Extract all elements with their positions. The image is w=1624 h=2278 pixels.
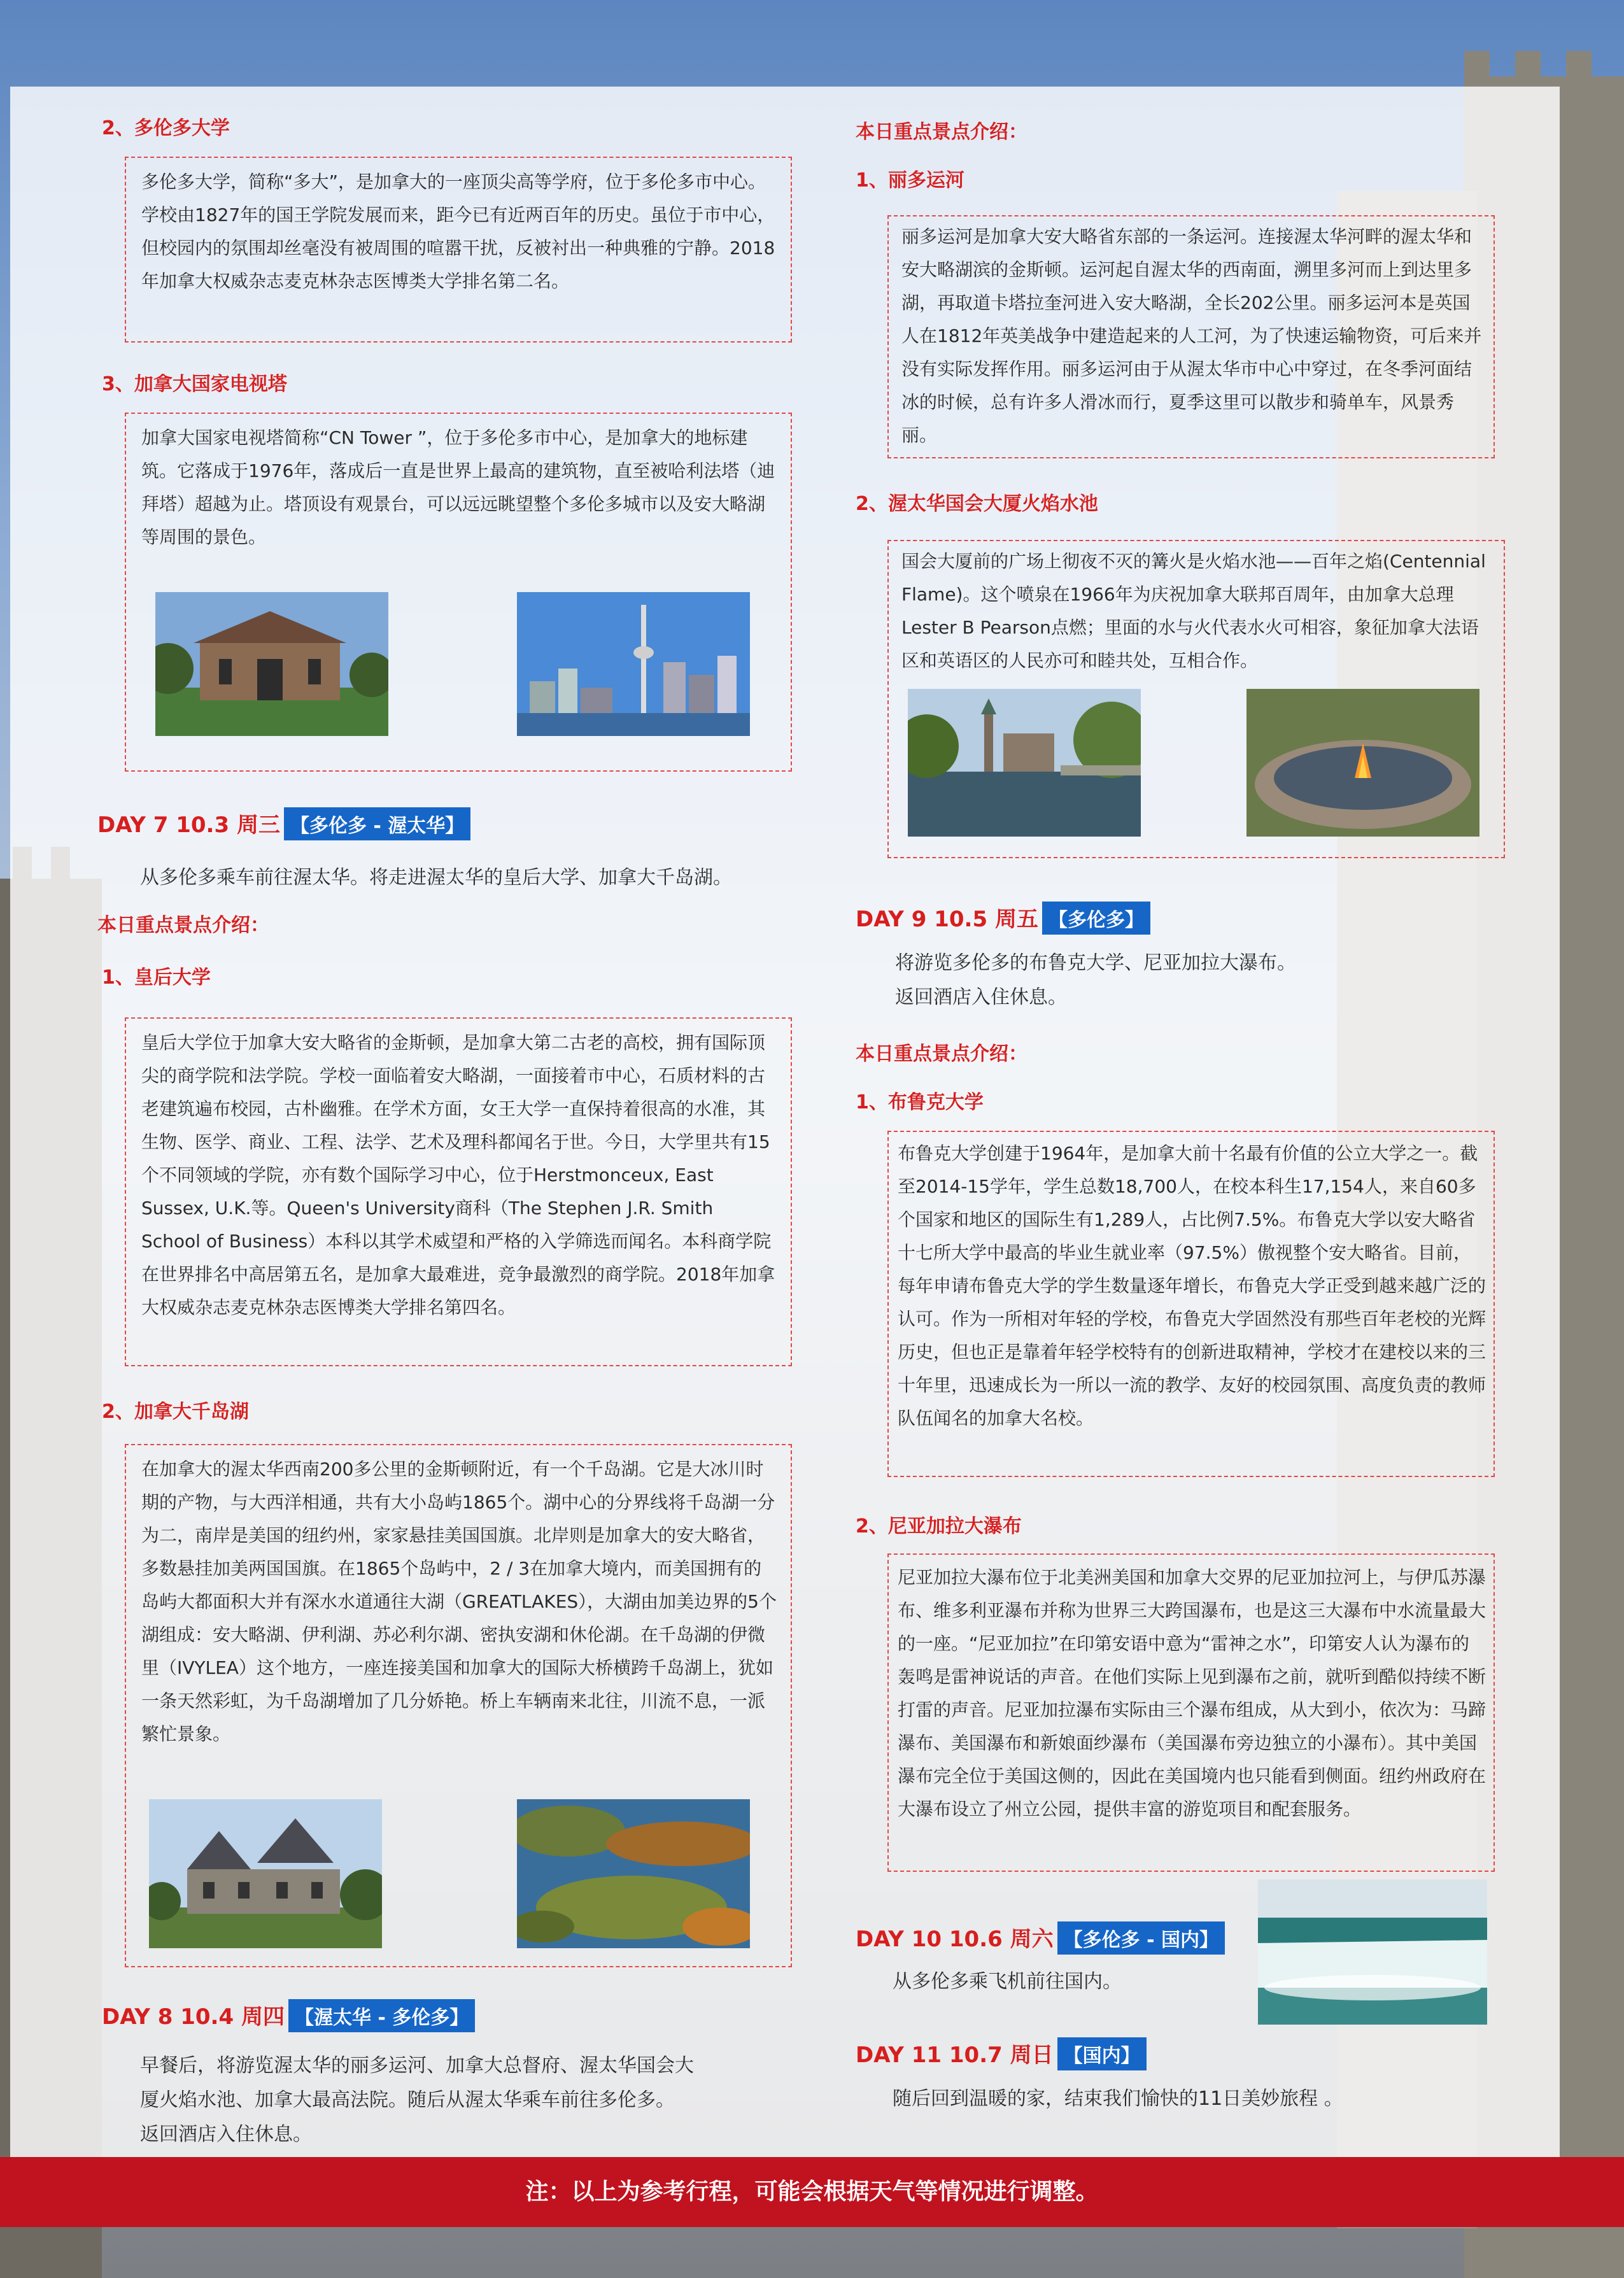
day9-header [856, 902, 1150, 935]
section-title-cn-tower: 3、加拿大国家电视塔 [102, 373, 287, 395]
photo-thousand-islands-castle [149, 1799, 382, 1948]
info-box-centennial-flame [887, 540, 1505, 858]
photo-cn-tower-skyline [517, 592, 750, 736]
info-box-cn-tower [125, 413, 792, 772]
day7-route-tag: 【多伦多 - 渥太华】 [284, 807, 470, 840]
day8-route-tag: 【渥太华 - 多伦多】 [288, 1999, 475, 2032]
day10-route-tag: 【多伦多 - 国内】 [1057, 1921, 1225, 1955]
info-box-toronto-university [125, 157, 792, 343]
day8-label: DAY 8 10.4 周四 [102, 2004, 285, 2030]
photo-rideau-canal [908, 689, 1141, 837]
info-box-rideau-canal [887, 215, 1495, 458]
info-box-brock-university [887, 1131, 1495, 1477]
info-text-queens-university: 皇后大学位于加拿大安大略省的金斯顿，是加拿大第二古老的高校，拥有国际顶尖的商学院和法学院。学校一面临着安大略湖，一面接着市中心，石质材料的古老建筑遍布校园，古朴幽雅。在学术方面，女王大学一直保持着很高的水准，其生物、医学、商业、工程、法学、艺术及理科都闻名于世。今日，大学里共有15个不同领域的学院，亦有数个国际学习中心，位于Herstmonceux, East Sussex, U.K.等。Queen's University商科（The Stephen J.R. Smith School of Business）本科以其学术威望和严格的入学筛选而闻名。本科商学院在世界排名中高居第五名，是加拿大最难进，竞争最激烈的商学院。2018年加拿大权威杂志麦克林杂志医博类大学排名第四名。 [141, 1032, 775, 1318]
section-title-centennial-flame: 2、渥太华国会大厦火焰水池 [856, 493, 1098, 515]
day11-header [856, 2037, 1147, 2070]
info-text-centennial-flame: 国会大厦前的广场上彻夜不灭的篝火是火焰水池——百年之焰(Centennial Flame)。这个喷泉在1966年为庆祝加拿大联邦百周年，由加拿大总理Lester B Pearson点燃；里面的水与火代表水火可相容，象征加拿大法语区和英语区的人民亦可和睦共处，互相合作。 [901, 551, 1486, 671]
footer-notice: 注：以上为参考行程，可能会根据天气等情况进行调整。 [0, 2157, 1624, 2227]
day11-route-tag: 【国内】 [1057, 2037, 1147, 2070]
day9-line-2: 返回酒店入住休息。 [895, 986, 1067, 1008]
day7-label: DAY 7 10.3 周三 [97, 812, 280, 838]
info-text-thousand-islands: 在加拿大的渥太华西南200多公里的金斯顿附近，有一个千岛湖。它是大冰川时期的产物，与大西洋相通，共有大小岛屿1865个。湖中心的分界线将千岛湖一分为二，南岸是美国的纽约州，家家悬挂美国国旗。北岸则是加拿大的安大略省，多数悬挂加美两国国旗。在1865个岛屿中，2 / 3在加拿大境内，而美国拥有的岛屿大都面积大并有深水水道通往大湖（GREATLAKES），大湖由加美边界的5个湖组成：安大略湖、伊利湖、苏必利尔湖、密执安湖和休伦湖。在千岛湖的伊微里（IVYLEA）这个地方，一座连接美国和加拿大的国际大桥横跨千岛湖上，犹如一条天然彩虹，为千岛湖增加了几分娇艳。桥上车辆南来北往，川流不息，一派繁忙景象。 [141, 1459, 777, 1744]
day8-line-1: 早餐后，将游览渥太华的丽多运河、加拿大总督府、渥太华国会大 [140, 2055, 694, 2077]
section-title-rideau-canal: 1、丽多运河 [856, 169, 964, 192]
section-title-brock-university: 1、布鲁克大学 [856, 1091, 984, 1114]
info-text-niagara-falls: 尼亚加拉大瀑布位于北美洲美国和加拿大交界的尼亚加拉河上，与伊瓜苏瀑布、维多利亚瀑布并称为世界三大跨国瀑布，也是这三大瀑布中水流量最大的一座。“尼亚加拉”在印第安语中意为“雷神之水”，印第安人认为瀑布的轰鸣是雷神说话的声音。在他们实际上见到瀑布之前，就听到酷似持续不断打雷的声音。尼亚加拉瀑布实际由三个瀑布组成，从大到小，依次为：马蹄瀑布、美国瀑布和新娘面纱瀑布（美国瀑布旁边独立的小瀑布）。其中美国瀑布完全位于美国这侧的，因此在美国境内也只能看到侧面。纽约州政府在大瀑布设立了州立公园，提供丰富的游览项目和配套服务。 [898, 1567, 1486, 1820]
right-intro-heading: 本日重点景点介绍： [856, 121, 1027, 143]
info-text-cn-tower: 加拿大国家电视塔简称“CN Tower ”，位于多伦多市中心，是加拿大的地标建筑。它落成于1976年，落成后一直是世界上最高的建筑物，直至被哈利法塔（迪拜塔）超越为止。塔顶设有观景台，可以远远眺望整个多伦多城市以及安大略湖等周围的景色。 [141, 427, 775, 548]
day10-label: DAY 10 10.6 周六 [856, 1927, 1054, 1952]
info-box-thousand-islands [125, 1444, 792, 1967]
day7-intro-heading: 本日重点景点介绍： [97, 914, 269, 937]
day8-line-3: 返回酒店入住休息。 [140, 2123, 312, 2146]
day10-description: 从多伦多乘飞机前往国内。 [893, 1970, 1122, 1993]
day9-intro-heading: 本日重点景点介绍： [856, 1043, 1027, 1065]
day9-route-tag: 【多伦多】 [1042, 902, 1150, 935]
day11-label: DAY 11 10.7 周日 [856, 2042, 1054, 2068]
info-box-queens-university [125, 1017, 792, 1366]
day9-line-1: 将游览多伦多的布鲁克大学、尼亚加拉大瀑布。 [895, 952, 1296, 974]
info-text-brock-university: 布鲁克大学创建于1964年，是加拿大前十名最有价值的公立大学之一。截至2014-15学年，学生总数18,700人，在校本科生17,154人，来自60多个国家和地区的国际生有1,289人，占比例7.5%。布鲁克大学以安大略省十七所大学中最高的毕业生就业率（97.5%）傲视整个安大略省。目前，每年申请布鲁克大学的学生数量逐年增长，布鲁克大学正受到越来越广泛的认可。作为一所相对年轻的学校，布鲁克大学固然没有那些百年老校的光辉历史，但也正是靠着年轻学校特有的创新进取精神，学校才在建校以来的三十年里，迅速成长为一所以一流的教学、友好的校园氛围、高度负责的教师队伍闻名的加拿大名校。 [898, 1143, 1486, 1429]
info-text-toronto-university: 多伦多大学，简称“多大”，是加拿大的一座顶尖高等学府，位于多伦多市中心。学校由1827年的国王学院发展而来，距今已有近两百年的历史。虽位于市中心，但校园内的氛围却丝毫没有被周围的喧嚣干扰，反被衬出一种典雅的宁静。2018年加拿大权威杂志麦克林杂志医博类大学排名第二名。 [141, 171, 775, 292]
photo-centennial-flame [1246, 689, 1479, 837]
day8-header [102, 1999, 475, 2032]
day10-header [856, 1921, 1225, 1955]
photo-niagara-falls [1258, 1879, 1487, 2025]
section-title-queens-university: 1、皇后大学 [102, 966, 211, 989]
info-box-niagara-falls [887, 1553, 1495, 1872]
photo-thousand-islands-aerial [517, 1799, 750, 1948]
day11-description: 随后回到温暖的家，结束我们愉快的11日美妙旅程 。 [893, 2088, 1343, 2110]
photo-toronto-university-building [155, 592, 388, 736]
info-text-rideau-canal: 丽多运河是加拿大安大略省东部的一条运河。连接渥太华河畔的渥太华和安大略湖滨的金斯顿。运河起自渥太华的西南面，溯里多河而上到达里多湖，再取道卡塔拉奎河进入安大略湖，全长202公里。丽多运河本是英国人在1812年英美战争中建造起来的人工河，为了快速运输物资，可后来并没有实际发挥作用。丽多运河由于从渥太华市中心中穿过，在冬季河面结冰的时候，总有许多人滑冰而行，夏季这里可以散步和骑单车，风景秀丽。 [901, 226, 1482, 446]
section-title-niagara-falls: 2、尼亚加拉大瀑布 [856, 1515, 1022, 1538]
day7-header [97, 807, 470, 840]
day9-label: DAY 9 10.5 周五 [856, 907, 1038, 932]
section-title-toronto-university: 2、多伦多大学 [102, 117, 230, 139]
day8-line-2: 厦火焰水池、加拿大最高法院。随后从渥太华乘车前往多伦多。 [140, 2089, 675, 2111]
day7-description: 从多伦多乘车前往渥太华。将走进渥太华的皇后大学、加拿大千岛湖。 [140, 867, 732, 889]
section-title-thousand-islands: 2、加拿大千岛湖 [102, 1401, 249, 1423]
